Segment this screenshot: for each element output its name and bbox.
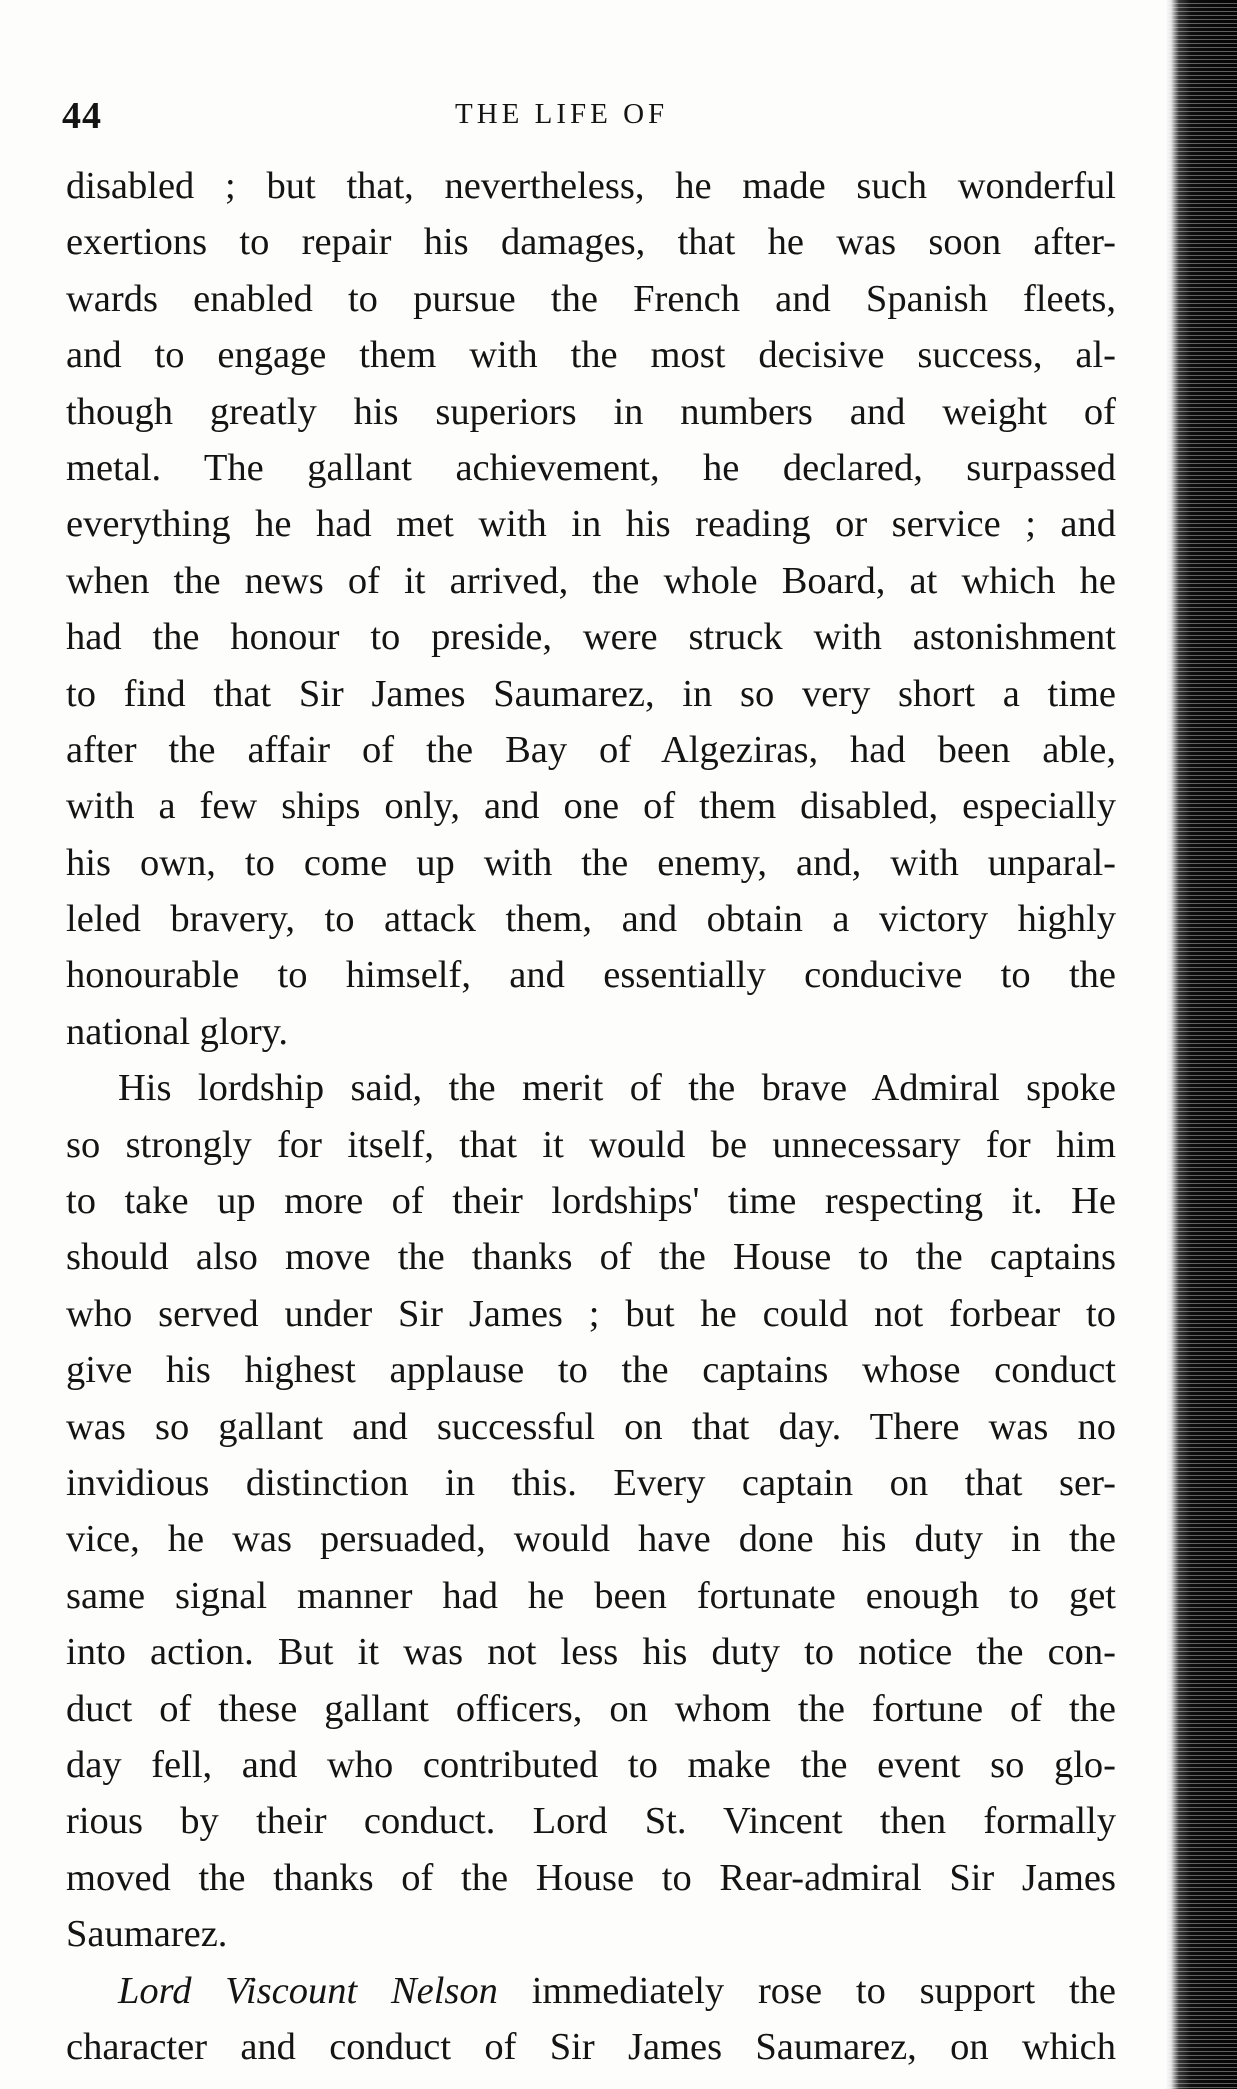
- text-line: national glory.: [66, 1010, 289, 1053]
- text-line: into action. But it was not less his duty to notice the con-: [66, 1631, 1116, 1674]
- text-line: [66, 1963, 1116, 2019]
- text-line: duct of these gallant officers, on whom the fortune of the: [66, 1687, 1116, 1730]
- text-line: was so gallant and successful on that day. There was no: [66, 1405, 1116, 1448]
- text-line: after the affair of the Bay of Algeziras, had been able,: [66, 728, 1116, 771]
- text-line: Saumarez.: [66, 1913, 228, 1956]
- text-line: had the honour to preside, were struck with astonishment: [66, 616, 1116, 659]
- text-line: to find that Sir James Saumarez, in so very short a time: [66, 672, 1116, 715]
- text-line: honourable to himself, and essentially conducive to the: [66, 954, 1116, 997]
- text-line: disabled ; but that, nevertheless, he made such wonderful: [66, 165, 1116, 207]
- text-line: leled bravery, to attack them, and obtain a victory highly: [66, 898, 1116, 941]
- text-line: so strongly for itself, that it would be unnecessary for him: [66, 1123, 1116, 1166]
- text-line: exertions to repair his damages, that he was soon after-: [66, 221, 1116, 264]
- text-line: moved the thanks of the House to Rear-admiral Sir James: [66, 1856, 1116, 1899]
- text-line: and to engage them with the most decisive success, al-: [66, 334, 1116, 377]
- text-line: who served under Sir James ; but he could not forbear to: [66, 1292, 1116, 1335]
- book-spine-edge: [1165, 0, 1237, 2089]
- text-line: give his highest applause to the captains whose conduct: [66, 1349, 1116, 1392]
- running-title: THE LIFE OF: [455, 98, 669, 130]
- text-line: with a few ships only, and one of them disabled, especially: [66, 785, 1116, 828]
- text-line: invidious distinction in this. Every captain on that ser-: [66, 1461, 1116, 1504]
- italic-name: Lord Viscount Nelson: [118, 1969, 498, 2012]
- text-line: day fell, and who contributed to make the event so glo-: [66, 1743, 1116, 1786]
- text-line: his own, to come up with the enemy, and, with unparal-: [66, 841, 1116, 884]
- text-line: metal. The gallant achievement, he declared, surpassed: [66, 446, 1116, 489]
- text-line: same signal manner had he been fortunate enough to get: [66, 1574, 1116, 1617]
- text-run: immediately rose to support the: [497, 1969, 1116, 2012]
- text-line: to take up more of their lordships' time respecting it. He: [66, 1180, 1116, 1223]
- text-line: vice, he was persuaded, would have done his duty in the: [66, 1518, 1116, 1561]
- page-header: [62, 94, 1122, 140]
- page-number: 44: [62, 95, 102, 137]
- text-line: character and conduct of Sir James Saumarez, on which: [66, 2025, 1116, 2068]
- text-line: when the news of it arrived, the whole Board, at which he: [66, 559, 1116, 602]
- text-line: though greatly his superiors in numbers and weight of: [66, 390, 1116, 433]
- text-line: everything he had met with in his reading or service ; and: [66, 503, 1116, 546]
- text-line: wards enabled to pursue the French and Spanish fleets,: [66, 277, 1116, 320]
- text-line: rious by their conduct. Lord St. Vincent then formally: [66, 1800, 1116, 1843]
- body-text: [66, 158, 1116, 2075]
- text-line: His lordship said, the merit of the brave Admiral spoke: [118, 1067, 1116, 1110]
- text-line: should also move the thanks of the House to the captains: [66, 1236, 1116, 1279]
